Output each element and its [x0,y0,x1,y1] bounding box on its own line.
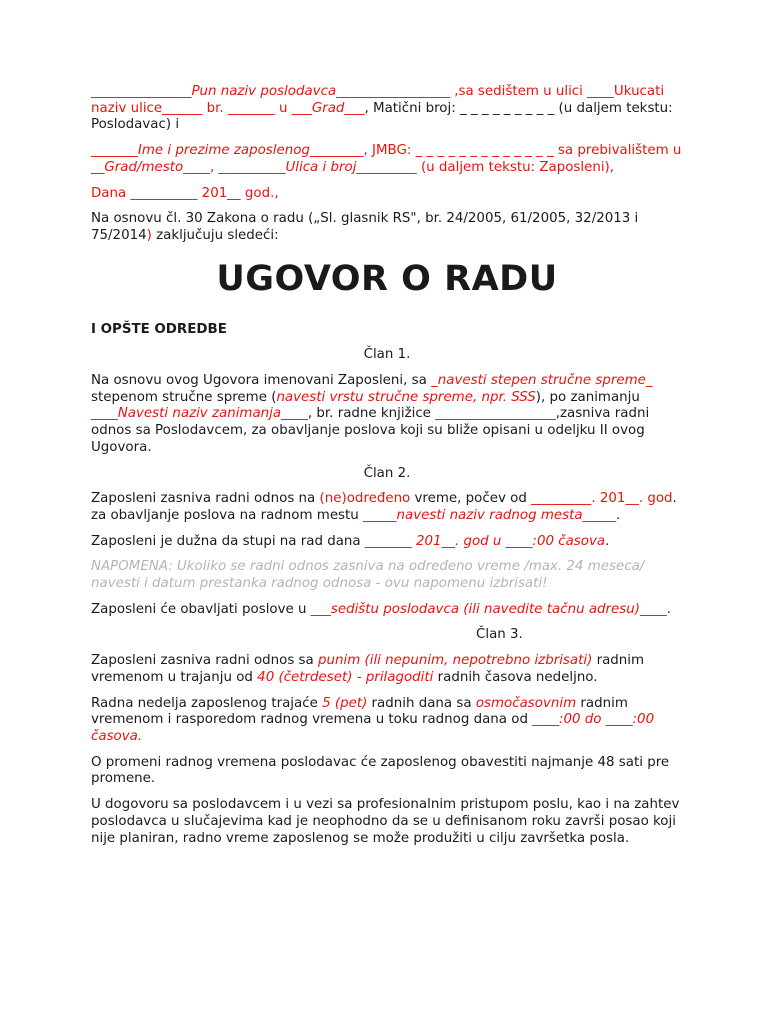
legal-basis-text: Na osnovu čl. 30 Zakona o radu („Sl. glasnik RS", br. 24/2005, 61/2005, 32/2013 i 75/2014 [91,211,639,243]
full-time-placeholder: punim (ili nepunim, nepotrebno izbrisati) [318,653,593,669]
work-place-text: Zaposleni će obavljati poslove u [91,601,311,617]
start-work-text: . [605,533,610,549]
registry-text: , Matični broj: _ _ _ _ _ _ _ _ _ (u daljem tekstu: Poslodavac) i [91,100,673,133]
article-3-text: radnim vremenom u trajanju od [91,653,645,685]
employee-city-placeholder: __Grad/mesto____ [91,159,210,175]
street-blank: ____ [587,84,614,99]
qualification-placeholder: navesti vrstu stručne spreme, npr. SSS [276,389,536,405]
article-1-text: ,zasniva radni odnos sa Poslodavcem, za obavljanje poslova koji su bliže opisani u odeljku II ovog Ugovora. [91,406,650,455]
legal-basis-paren: ) [146,227,152,243]
street-number-text: _____ br. _______ u [168,100,292,116]
article-3-text: radnim vremenom i rasporedom radnog vremena u toku radnog dana od [91,695,628,728]
term-placeholder: (ne)određeno [319,491,411,507]
article-3-text: radnih časova nedeljno. [437,669,598,685]
legal-basis [91,211,683,244]
document-title: UGOVOR O RADU [216,258,558,299]
start-work-placeholder: _______ 201__. god u ____:00 časova [364,533,606,549]
article-3-heading: Član 3. [476,627,523,643]
section-heading-general: I OPŠTE ODREDBE [91,321,227,337]
overtime-paragraph: U dogovoru sa poslodavcem i u vezi sa profesionalnim pristupom poslu, kao i na zahtev poslodavca u slučajevima kad je neophodno da se u definisanom roku završi posao koji nije planiran, radno vreme zaposlenog se može produžiti u cilju završetka posla. [91,797,680,846]
article-2-text: . [616,507,621,523]
article-1-body [91,373,683,457]
schedule-placeholder: ____:00 do ____:00 časova. [91,712,655,744]
city-placeholder: ___Grad___ [291,100,365,116]
article-2-heading: Član 2. [363,465,411,481]
employee-separator: , [209,159,219,175]
article-3-week [91,696,683,746]
schedule-change-paragraph: O promeni radnog vremena poslodavac će zaposlenog obavestiti najmanje 48 sati pre promene. [91,754,670,787]
contract-page [91,84,683,847]
work-place-placeholder: ___sedištu poslodavca (ili navedite tačnu adresu)____ [310,601,667,617]
article-3-text: Zaposleni zasniva radni odnos sa [91,653,318,669]
weekly-hours-placeholder: 40 (četrdeset) - prilagoditi [257,669,438,685]
employer-blank: _______________ [91,84,192,99]
article-3-text: radnih dana sa [367,695,476,711]
date-line: Dana __________ 201__ god., [91,185,279,201]
employee-paragraph [91,143,683,176]
article-3-hours [91,653,683,686]
daily-hours-placeholder: osmočasovnim [475,695,577,711]
employee-jmbg-text: ___, JMBG: _ _ _ _ _ _ _ _ _ _ _ _ _ sa prebivalištem u [343,143,682,159]
work-place-line [91,602,683,619]
employer-paragraph [91,84,683,134]
employer-name-placeholder: Pun naziv poslodavca_________________ [191,84,450,99]
start-work-line [91,534,683,551]
article-2-text: vreme, počev od [410,491,532,507]
work-days-placeholder: 5 (pet) [322,695,368,711]
employee-street-placeholder: __________Ulica i broj_________ [218,159,417,175]
work-place-text: . [666,601,672,617]
position-placeholder: _____navesti naziv radnog mesta_____ [363,507,617,523]
fixed-term-note: NAPOMENA: Ukoliko se radni odnos zasniva na određeno vreme /max. 24 meseca/ navesti i datum prestanka radnog odnosa - ovu napomenu izbrisati! [91,559,645,592]
employee-blank: ______ [91,143,132,159]
degree-placeholder: _navesti stepen stručne spreme_ [431,373,653,389]
article-1-text: ), po zanimanju [535,389,640,405]
article-3-text: Radna nedelja zaposlenog trajaće [91,695,323,711]
article-2-body [91,491,683,524]
legal-basis-end: zaključuju sledeći: [151,227,279,243]
article-1-text: , br. radne knjižice [307,406,436,422]
street-placeholder: Ukucati naziv ulice_ [91,84,665,116]
start-work-text: Zaposleni je dužna da stupi na rad dana [91,533,365,549]
employee-name-placeholder: _Ime i prezime zaposlenog_____ [131,143,344,159]
article-2-text: . za obavljanje poslova na radnom mestu [91,491,677,523]
article-1-text: stepenom stručne spreme ( [91,389,277,405]
article-1-heading: Član 1. [363,347,411,363]
employer-seat-text: ,sa sedištem u ulici [449,84,583,99]
start-date-placeholder: _________. 201__. god [531,491,673,507]
article-2-text: Zaposleni zasniva radni odnos na [91,491,320,507]
employee-label-text: (u daljem tekstu: Zaposleni), [416,159,615,175]
article-1-text: Na osnovu ovog Ugovora imenovani Zaposleni, sa [91,373,432,389]
work-book-blank: __________________ [435,406,556,422]
occupation-placeholder: ____Navesti naziv zanimanja____ [91,406,308,422]
